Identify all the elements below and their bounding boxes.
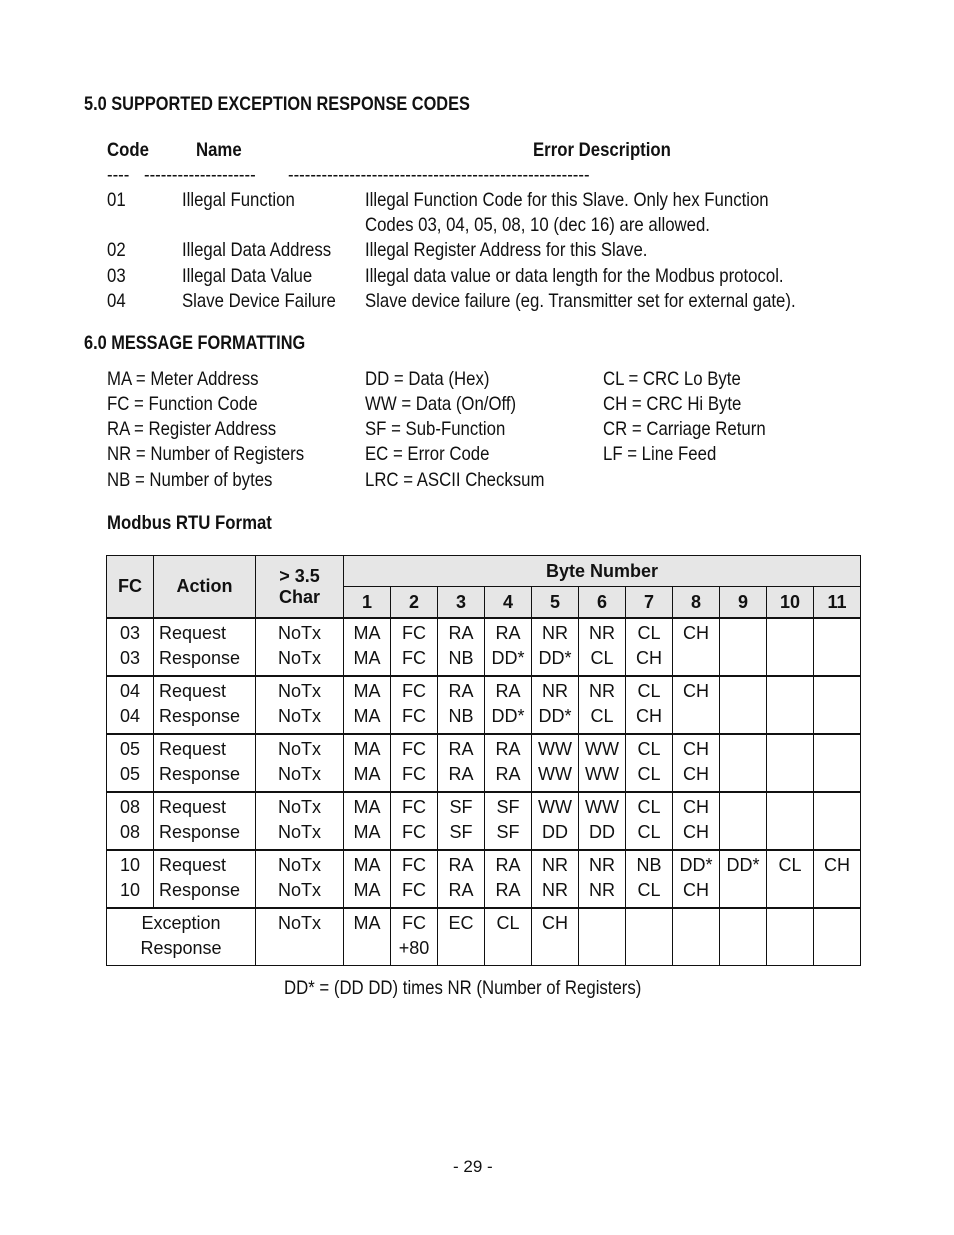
exception-description-cont: Codes 03, 04, 05, 08, 10 (dec 16) are allowed.	[365, 214, 710, 236]
table-row	[107, 618, 861, 676]
section-5-heading: 5.0 SUPPORTED EXCEPTION RESPONSE CODES	[84, 94, 470, 115]
byte-cell	[673, 850, 720, 908]
byte-cell	[485, 734, 532, 792]
exception-code: 04	[107, 290, 126, 312]
description-divider: ------------------------------------------------------	[288, 164, 590, 186]
byte-cell	[626, 792, 673, 850]
cell-line: FC	[402, 739, 426, 759]
byte-cell	[485, 676, 532, 734]
byte-cell	[344, 908, 391, 966]
cell-line: Exception	[141, 913, 221, 933]
fc-cell	[107, 734, 154, 792]
byte-cell	[673, 792, 720, 850]
byte-cell	[485, 850, 532, 908]
byte-cell	[391, 676, 438, 734]
byte-cell	[579, 676, 626, 734]
cell-line: NoTx	[277, 797, 321, 817]
section-6-heading: 6.0 MESSAGE FORMATTING	[84, 333, 306, 354]
cell-line: Response	[159, 764, 241, 784]
cell-line: DD*	[538, 648, 572, 668]
cell-line: 05	[119, 764, 141, 784]
cell-line: CH	[636, 706, 662, 726]
byte-cell	[438, 908, 485, 966]
byte-cell	[391, 618, 438, 676]
fc-cell	[107, 850, 154, 908]
byte-cell	[344, 792, 391, 850]
cell-line: RA	[495, 764, 521, 784]
byte-cell	[485, 792, 532, 850]
cell-line: CH	[542, 913, 568, 933]
abbreviation-item: NB = Number of bytes	[107, 469, 273, 491]
abbreviation-item: FC = Function Code	[107, 393, 258, 415]
byte-number-cell: 10	[767, 587, 814, 619]
rtu-format-title: Modbus RTU Format	[107, 512, 272, 534]
char-cell: NoTx	[256, 908, 344, 966]
abbreviation-item: CL = CRC Lo Byte	[603, 368, 741, 390]
byte-cell	[673, 676, 720, 734]
byte-cell	[720, 792, 767, 850]
cell-line: NoTx	[277, 681, 321, 701]
cell-line: 08	[119, 797, 141, 817]
char-cell	[256, 618, 344, 676]
char-cell	[256, 850, 344, 908]
cell-line: CL	[496, 913, 520, 933]
byte-number-cell: 2	[391, 587, 438, 619]
abbreviation-item: CH = CRC Hi Byte	[603, 393, 742, 415]
byte-cell	[344, 850, 391, 908]
cell-line: NoTx	[277, 739, 321, 759]
cell-line: RA	[495, 681, 521, 701]
cell-line: DD*	[491, 706, 525, 726]
cell-line: SF	[496, 822, 520, 842]
byte-cell	[579, 618, 626, 676]
cell-line: NoTx	[277, 880, 321, 900]
byte-cell	[391, 908, 438, 966]
cell-line: Request	[159, 855, 227, 875]
cell-line: CL	[637, 797, 661, 817]
char-header-line1: > 3.5	[279, 565, 320, 586]
cell-line: WW	[538, 739, 572, 759]
cell-line: WW	[585, 764, 619, 784]
cell-line: 10	[119, 855, 141, 875]
byte-cell	[579, 792, 626, 850]
cell-line: DD*	[538, 706, 572, 726]
exception-row	[107, 908, 861, 966]
byte-cell	[485, 908, 532, 966]
cell-line: RA	[495, 623, 521, 643]
byte-cell	[626, 850, 673, 908]
cell-line: 05	[119, 739, 141, 759]
cell-line: MA	[353, 623, 381, 643]
exception-name: Slave Device Failure	[182, 290, 336, 312]
cell-line: FC	[402, 681, 426, 701]
cell-line: RA	[448, 764, 474, 784]
byte-number-cell: 5	[532, 587, 579, 619]
byte-cell	[391, 850, 438, 908]
byte-cell	[344, 676, 391, 734]
code-divider: ----	[107, 164, 130, 186]
cell-line: Request	[159, 623, 227, 643]
cell-line: DD*	[491, 648, 525, 668]
byte-cell	[626, 734, 673, 792]
cell-line: CL	[637, 880, 661, 900]
fc-cell	[107, 618, 154, 676]
cell-line: MA	[353, 797, 381, 817]
cell-line: NoTx	[277, 822, 321, 842]
byte-cell	[720, 850, 767, 908]
byte-number-cell: 8	[673, 587, 720, 619]
action-cell	[154, 734, 256, 792]
byte-cell	[626, 908, 673, 966]
exception-name: Illegal Data Value	[182, 265, 313, 287]
byte-cell	[767, 676, 814, 734]
byte-cell	[579, 734, 626, 792]
cell-line: WW	[585, 797, 619, 817]
cell-line: SF	[496, 797, 520, 817]
cell-line: RA	[448, 855, 474, 875]
byte-cell	[532, 850, 579, 908]
char-header	[256, 556, 344, 619]
byte-cell	[438, 850, 485, 908]
cell-line: MA	[353, 706, 381, 726]
cell-line: FC	[402, 822, 426, 842]
byte-cell	[814, 908, 861, 966]
cell-line: CH	[683, 681, 709, 701]
abbreviation-item: LRC = ASCII Checksum	[365, 469, 545, 491]
cell-line: DD*	[726, 855, 760, 875]
cell-line: MA	[353, 913, 381, 933]
byte-cell	[532, 676, 579, 734]
cell-line: CL	[590, 648, 614, 668]
byte-number-cell: 6	[579, 587, 626, 619]
action-cell	[154, 618, 256, 676]
cell-line: 08	[119, 822, 141, 842]
byte-number-cell: 4	[485, 587, 532, 619]
byte-cell	[720, 734, 767, 792]
cell-line: WW	[585, 739, 619, 759]
cell-line: NR	[542, 681, 568, 701]
abbreviation-item: NR = Number of Registers	[107, 443, 305, 465]
byte-cell	[673, 908, 720, 966]
cell-line: FC	[402, 623, 426, 643]
byte-cell	[767, 734, 814, 792]
cell-line: Response	[159, 648, 241, 668]
byte-cell	[814, 850, 861, 908]
exception-name: Illegal Data Address	[182, 239, 332, 261]
cell-line: NR	[542, 623, 568, 643]
cell-line: CH	[683, 822, 709, 842]
byte-cell	[438, 618, 485, 676]
cell-line: NR	[589, 855, 615, 875]
table-row	[107, 792, 861, 850]
cell-line: MA	[353, 822, 381, 842]
cell-line: CL	[778, 855, 802, 875]
byte-cell	[673, 618, 720, 676]
char-cell	[256, 734, 344, 792]
char-cell	[256, 792, 344, 850]
byte-cell	[438, 734, 485, 792]
action-cell	[154, 792, 256, 850]
fc-cell	[107, 676, 154, 734]
byte-cell	[485, 618, 532, 676]
cell-line: NoTx	[277, 855, 321, 875]
cell-line: RA	[448, 623, 474, 643]
byte-number-cell: 7	[626, 587, 673, 619]
byte-cell	[532, 618, 579, 676]
cell-line: Response	[159, 706, 241, 726]
byte-cell	[814, 618, 861, 676]
byte-cell	[579, 908, 626, 966]
table-row	[107, 850, 861, 908]
cell-line: Response	[140, 938, 222, 958]
cell-line: RA	[495, 855, 521, 875]
cell-line: CH	[824, 855, 851, 875]
cell-line: Request	[159, 681, 227, 701]
abbreviation-item: DD = Data (Hex)	[365, 368, 490, 390]
cell-line: NB	[636, 855, 662, 875]
name-divider: --------------------	[144, 164, 256, 186]
exception-code: 02	[107, 239, 126, 261]
cell-line: NoTx	[277, 764, 321, 784]
byte-cell	[673, 734, 720, 792]
cell-line: WW	[538, 797, 572, 817]
cell-line: RA	[448, 681, 474, 701]
cell-line: CL	[637, 739, 661, 759]
table-footnote: DD* = (DD DD) times NR (Number of Registers)	[284, 977, 642, 999]
cell-line: NR	[589, 623, 615, 643]
cell-line: 04	[119, 706, 141, 726]
cell-line: DD	[542, 822, 568, 842]
char-cell	[256, 676, 344, 734]
byte-number-cell: 3	[438, 587, 485, 619]
cell-line: FC	[402, 797, 426, 817]
byte-cell	[391, 734, 438, 792]
byte-cell	[767, 792, 814, 850]
cell-line: 03	[119, 648, 141, 668]
cell-line: CL	[637, 764, 661, 784]
modbus-rtu-table	[106, 555, 861, 966]
cell-line: MA	[353, 648, 381, 668]
byte-cell	[344, 734, 391, 792]
exception-name: Illegal Function	[182, 189, 295, 211]
cell-line: RA	[495, 739, 521, 759]
cell-line: SF	[449, 797, 473, 817]
cell-line: DD	[589, 822, 615, 842]
byte-cell	[814, 676, 861, 734]
cell-line: NR	[589, 681, 615, 701]
cell-line: CH	[683, 797, 709, 817]
cell-line: +80	[398, 938, 430, 958]
byte-cell	[814, 734, 861, 792]
byte-cell	[814, 792, 861, 850]
cell-line: NB	[448, 706, 474, 726]
exception-label-cell	[107, 908, 256, 966]
action-header: Action	[154, 556, 256, 619]
cell-line: CH	[683, 880, 709, 900]
cell-line: Response	[159, 880, 241, 900]
cell-line: RA	[448, 880, 474, 900]
cell-line: FC	[402, 764, 426, 784]
code-column-header: Code	[107, 139, 149, 161]
cell-line: CL	[637, 623, 661, 643]
byte-number-cell: 9	[720, 587, 767, 619]
exception-description: Illegal data value or data length for the Modbus protocol.	[365, 265, 784, 287]
cell-line: NoTx	[277, 706, 321, 726]
cell-line: RA	[448, 739, 474, 759]
byte-cell	[438, 676, 485, 734]
fc-header: FC	[107, 556, 154, 619]
exception-code: 03	[107, 265, 126, 287]
cell-line: NoTx	[277, 648, 321, 668]
cell-line: Request	[159, 739, 227, 759]
page-number: - 29 -	[453, 1157, 493, 1176]
cell-line: WW	[538, 764, 572, 784]
byte-cell	[720, 618, 767, 676]
abbreviation-item: EC = Error Code	[365, 443, 490, 465]
exception-code: 01	[107, 189, 126, 211]
cell-line: NR	[542, 855, 568, 875]
exception-description: Slave device failure (eg. Transmitter set for external gate).	[365, 290, 796, 312]
byte-cell	[720, 676, 767, 734]
cell-line: Response	[159, 822, 241, 842]
cell-line: MA	[353, 880, 381, 900]
byte-cell	[720, 908, 767, 966]
byte-number-header: Byte Number	[344, 556, 861, 587]
byte-cell	[344, 618, 391, 676]
cell-line: CL	[637, 822, 661, 842]
byte-cell	[438, 792, 485, 850]
cell-line: 03	[119, 623, 141, 643]
cell-line: MA	[353, 739, 381, 759]
cell-line: CL	[590, 706, 614, 726]
byte-cell	[532, 734, 579, 792]
abbreviation-item: LF = Line Feed	[603, 443, 717, 465]
abbreviation-item: MA = Meter Address	[107, 368, 259, 390]
byte-cell	[767, 618, 814, 676]
name-column-header: Name	[196, 139, 242, 161]
cell-line: CH	[683, 623, 709, 643]
cell-line: DD*	[679, 855, 713, 875]
cell-line: NR	[589, 880, 615, 900]
byte-cell	[767, 850, 814, 908]
byte-cell	[767, 908, 814, 966]
cell-line: EC	[448, 913, 474, 933]
action-cell	[154, 676, 256, 734]
byte-cell	[532, 792, 579, 850]
table-row	[107, 734, 861, 792]
cell-line: 04	[119, 681, 141, 701]
cell-line: CL	[637, 681, 661, 701]
cell-line: MA	[353, 764, 381, 784]
cell-line: NoTx	[277, 623, 321, 643]
action-cell	[154, 850, 256, 908]
cell-line: SF	[449, 822, 473, 842]
cell-line: CH	[683, 764, 709, 784]
byte-cell	[532, 908, 579, 966]
cell-line: FC	[402, 913, 426, 933]
cell-line: CH	[683, 739, 709, 759]
byte-cell	[579, 850, 626, 908]
cell-line: 10	[119, 880, 141, 900]
cell-line: MA	[353, 855, 381, 875]
cell-line: CH	[636, 648, 662, 668]
byte-cell	[626, 618, 673, 676]
cell-line: FC	[402, 706, 426, 726]
byte-number-cell: 11	[814, 587, 861, 619]
cell-line: MA	[353, 681, 381, 701]
cell-line: NB	[448, 648, 474, 668]
exception-description: Illegal Function Code for this Slave. Only hex Function	[365, 189, 769, 211]
char-header-line2: Char	[278, 586, 320, 607]
cell-line: Request	[159, 797, 227, 817]
cell-line: RA	[495, 880, 521, 900]
abbreviation-item: SF = Sub-Function	[365, 418, 506, 440]
byte-cell	[626, 676, 673, 734]
abbreviation-item: RA = Register Address	[107, 418, 277, 440]
fc-cell	[107, 792, 154, 850]
abbreviation-item: CR = Carriage Return	[603, 418, 766, 440]
cell-line: FC	[402, 648, 426, 668]
abbreviation-item: WW = Data (On/Off)	[365, 393, 517, 415]
cell-line: NR	[542, 880, 568, 900]
description-column-header: Error Description	[533, 139, 671, 161]
table-row	[107, 676, 861, 734]
byte-cell	[391, 792, 438, 850]
exception-description: Illegal Register Address for this Slave.	[365, 239, 648, 261]
byte-number-cell: 1	[344, 587, 391, 619]
cell-line: FC	[402, 855, 426, 875]
cell-line: FC	[402, 880, 426, 900]
